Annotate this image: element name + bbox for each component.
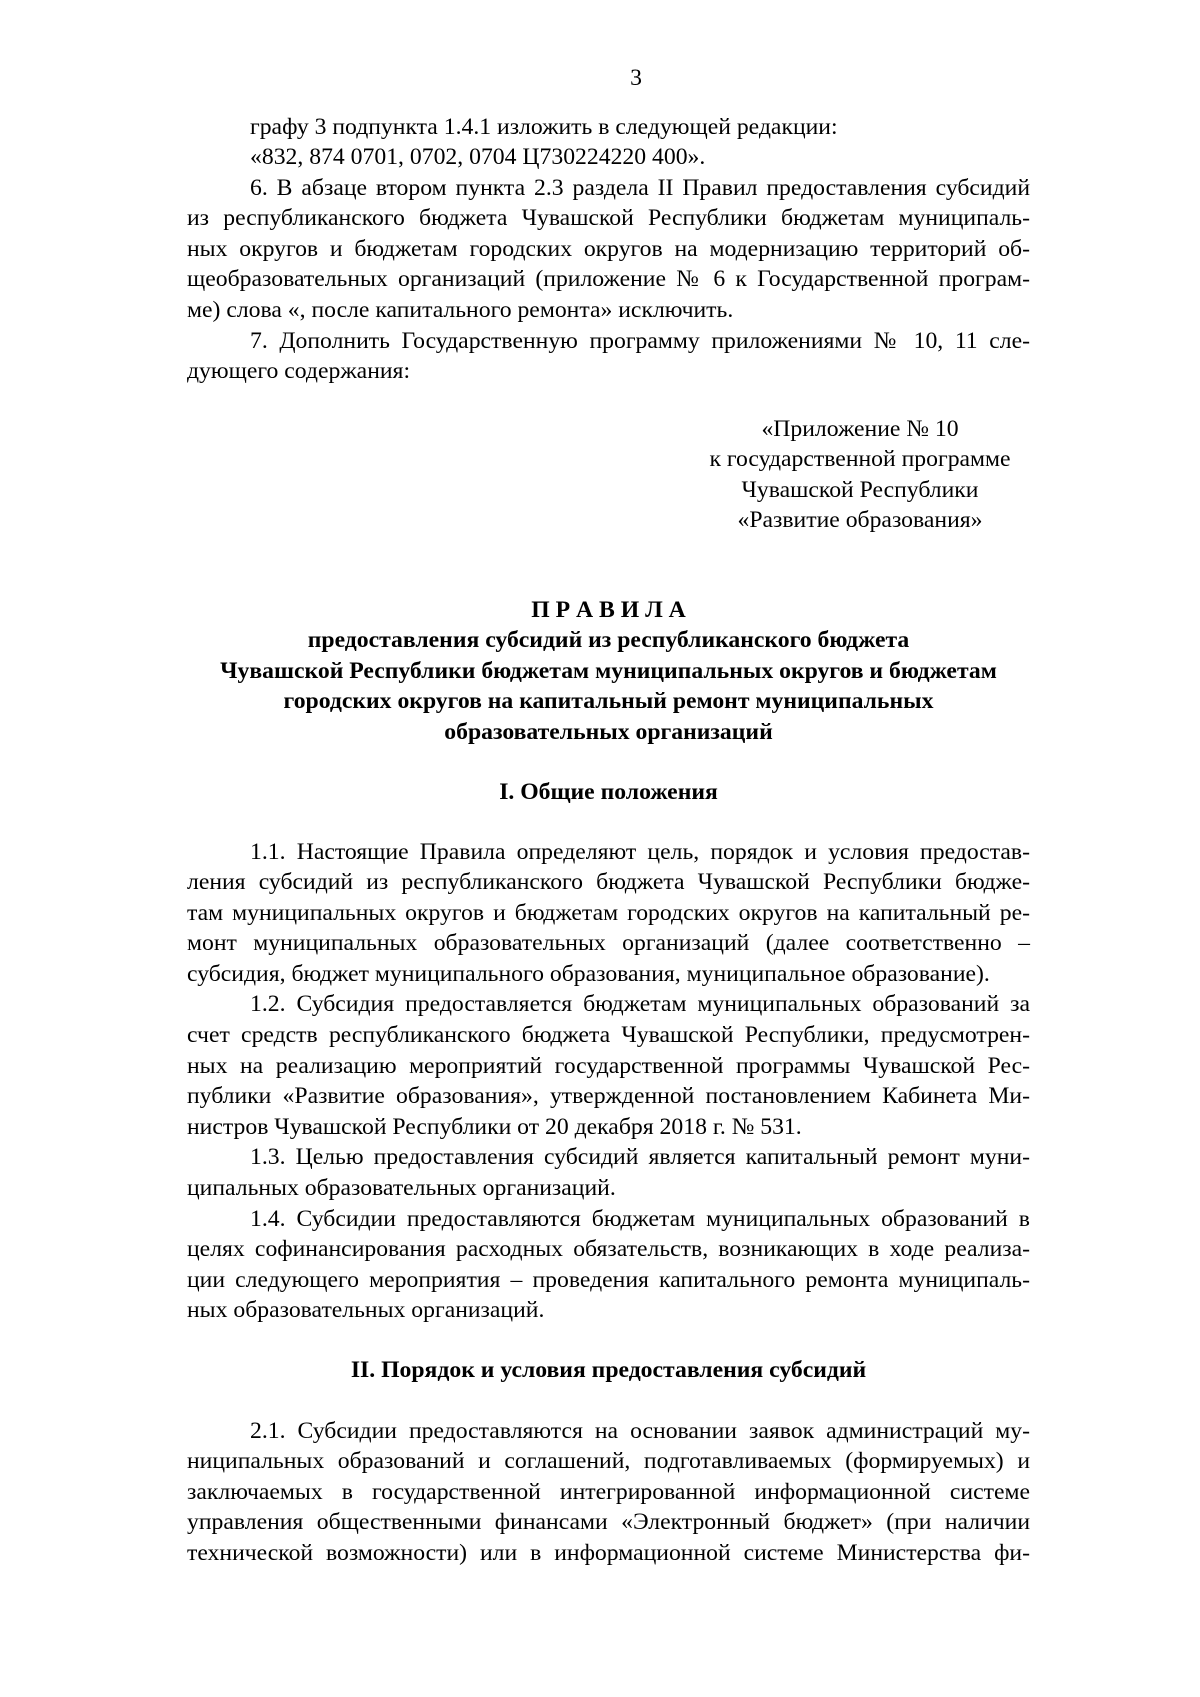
section-paragraph [187,1416,1030,1569]
amendment-paragraph [187,112,1030,143]
paragraph-line: 1.1. Настоящие Правила определяют цель, порядок и условия предостав- [250,838,1030,865]
text-line: 6. В абзаце втором пункта 2.3 раздела II Правил предоставления субсидий [250,174,1030,201]
paragraph-line: управления общественными финансами «Электронный бюджет» (при наличии [187,1509,1030,1536]
paragraph-line: 1.3. Целью предоставления субсидий является капитальный ремонт муни- [250,1144,1030,1171]
section-heading-block [187,1355,1030,1386]
paragraph-line: счет средств республиканского бюджета Чувашской Республики, предусмотрен- [187,1022,1030,1049]
paragraph-line: 1.4. Субсидии предоставляются бюджетам муниципальных образований в [250,1205,1030,1232]
appendix-line: к государственной программе [709,446,1011,473]
appendix-line: «Приложение № 10 [761,415,959,442]
rules-subtitle-line: городских округов на капитальный ремонт муниципальных [283,688,934,715]
rules-subtitle-line: Чувашской Республики бюджетам муниципальных округов и бюджетам [220,657,997,684]
rules-subtitle-line: предоставления субсидий из республиканского бюджета [307,627,910,654]
paragraph-line: там муниципальных округов и бюджетам городских округов на капитальный ре- [187,899,1030,926]
paragraph-line: ных образовательных организаций. [187,1297,545,1324]
text-line: дующего содержания: [187,358,411,385]
section-heading: II. Порядок и условия предоставления субсидий [350,1356,867,1383]
paragraph-line: технической возможности) или в информационной системе Министерства фи- [187,1539,1030,1566]
section-body [187,837,1030,1327]
appendix-header [690,414,1030,536]
appendix-line: «Развитие образования» [737,507,983,534]
paragraph-line: ципальных образовательных организаций. [187,1175,616,1202]
section-paragraph [187,1204,1030,1326]
paragraph-line: публики «Развитие образования», утвержденной постановлением Кабинета Ми- [187,1083,1030,1110]
amendment-paragraph [187,142,1030,173]
paragraph-line: ниципальных образований и соглашений, подготавливаемых (формируемых) и [187,1448,1030,1475]
amendment-paragraph [187,173,1030,326]
paragraph-line: нистров Чувашской Республики от 20 декабря 2018 г. № 531. [187,1113,802,1140]
paragraph-line: 2.1. Субсидии предоставляются на основании заявок администраций му- [250,1417,1030,1444]
paragraph-line: ления субсидий из республиканского бюджета Чувашской Республики бюдже- [187,869,1030,896]
section-body [187,1416,1030,1569]
text-line: 7. Дополнить Государственную программу приложениями № 10, 11 сле- [250,327,1030,354]
appendix-line: Чувашской Республики [741,476,979,503]
text-line: щеобразовательных организаций (приложение № 6 к Государственной програм- [187,266,1030,293]
section-paragraph [187,837,1030,990]
paragraph-line: ции следующего мероприятия – проведения капитального ремонта муниципаль- [187,1266,1030,1293]
text-line: «832, 874 0701, 0702, 0704 Ц730224220 400». [250,144,706,171]
rules-title: П Р А В И Л А [531,596,686,623]
text-line: ме) слова «, после капитального ремонта» исключить. [187,297,734,324]
section-paragraph [187,1142,1030,1203]
paragraph-line: монт муниципальных образовательных организаций (далее соответственно – [187,930,1030,957]
page-number: 3 [630,65,642,91]
paragraph-line: заключаемых в государственной интегрированной информационной системе [187,1478,1030,1505]
section-heading: I. Общие положения [499,778,718,805]
section-paragraph [187,989,1030,1142]
section-heading-block [187,777,1030,808]
text-line: графу 3 подпункта 1.4.1 изложить в следующей редакции: [250,113,838,140]
amendments-block [187,112,1030,387]
rules-title-block [187,595,1030,748]
paragraph-line: целях софинансирования расходных обязательств, возникающих в ходе реализа- [187,1236,1030,1263]
text-line: из республиканского бюджета Чувашской Республики бюджетам муниципаль- [187,205,1030,232]
paragraph-line: 1.2. Субсидия предоставляется бюджетам муниципальных образований за [250,991,1030,1018]
rules-subtitle-line: образовательных организаций [444,718,773,745]
paragraph-line: ных на реализацию мероприятий государственной программы Чувашской Рес- [187,1052,1030,1079]
paragraph-line: субсидия, бюджет муниципального образования, муниципальное образование). [187,960,990,987]
text-line: ных округов и бюджетам городских округов на модернизацию территорий об- [187,235,1030,262]
amendment-paragraph [187,326,1030,387]
